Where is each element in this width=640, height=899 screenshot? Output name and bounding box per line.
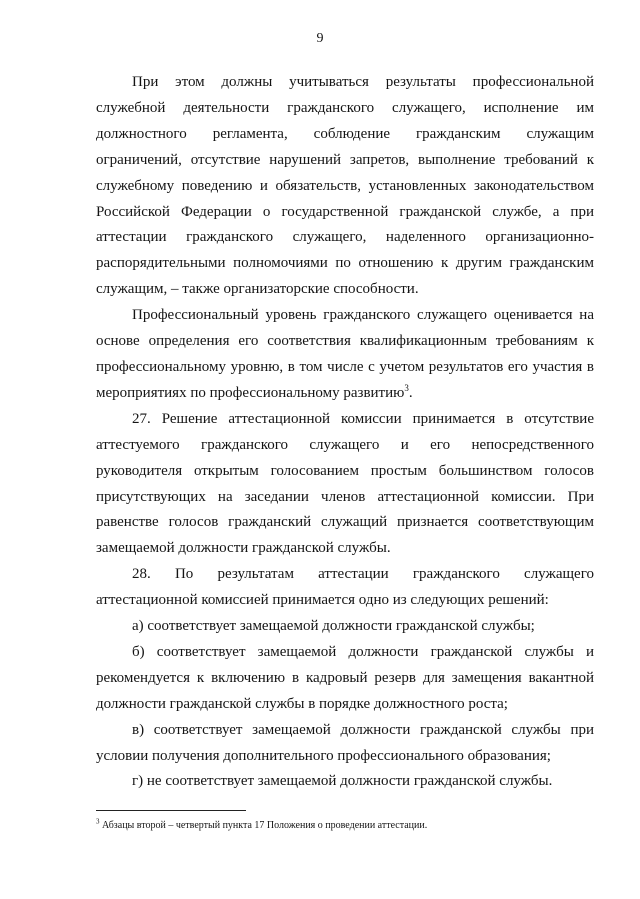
- decision-option-g: г) не соответствует замещаемой должности гражданской службы.: [132, 773, 553, 790]
- paragraph-evaluation-criteria: При этом должны учитываться результаты профессиональной служебной деятельности гражданского служащего, исполнение им должностного регламента, соблюдение гражданским служащим ограничений, отсутствие нарушений запретов, выполнение требований к служебному поведению и обязательств, установленных законодательством Российской Федерации о государственной гражданской службе, а при аттестации гражданского служащего, наделенного организационно-распорядительными полномочиями по отношению к другим гражданским служащим, – также организаторские способности.: [96, 74, 594, 298]
- paragraph-professional-level: [96, 303, 594, 407]
- paragraph-item-28: 28. По результатам аттестации гражданского служащего аттестационной комиссией принимается одно из следующих решений:: [96, 566, 594, 609]
- decision-option-b: б) соответствует замещаемой должности гражданской службы и рекомендуется к включению в кадровый резерв для замещения вакантной должности гражданской службы в порядке должностного роста;: [96, 643, 594, 712]
- page-number: 9: [316, 31, 324, 46]
- paragraph-professional-level-end: .: [408, 384, 413, 401]
- footnote-separator: [96, 810, 246, 811]
- footnote: [96, 819, 594, 832]
- footnote-marker: 3: [96, 817, 100, 826]
- decision-option-v: в) соответствует замещаемой должности гражданской службы при условии получения дополнительного профессионального образования;: [96, 721, 594, 764]
- decision-option-a: а) соответствует замещаемой должности гражданской службы;: [132, 618, 535, 635]
- paragraph-professional-level-text: Профессиональный уровень гражданского служащего оценивается на основе определения его соответствия квалификационным требованиям к профессиональному уровню, в том числе с учетом результатов его участия в мероприятиях по профессиональному развитию: [96, 307, 594, 401]
- footnote-reference: 3: [404, 382, 409, 393]
- document-body: [96, 70, 594, 795]
- paragraph-item-27: 27. Решение аттестационной комиссии принимается в отсутствие аттестуемого гражданского служащего и его непосредственного руководителя открытым голосованием простым большинством голосов присутствующих на заседании членов аттестационной комиссии. При равенстве голосов гражданский служащий признается соответствующим замещаемой должности гражданской службы.: [96, 410, 594, 557]
- footnote-text: Абзацы второй – четвертый пункта 17 Положения о проведении аттестации.: [99, 820, 428, 831]
